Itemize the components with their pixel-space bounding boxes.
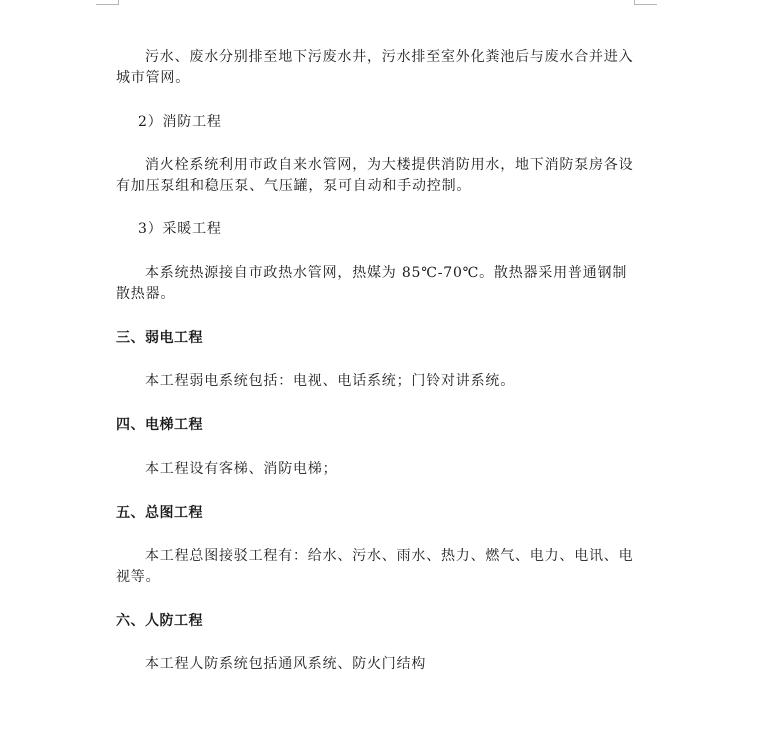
subheading-heating: 3）采暖工程: [138, 221, 222, 237]
paragraph-heating: 本系统热源接自市政热水管网，热媒为 85℃-70℃。散热器采用普通钢制散热器。: [116, 265, 628, 302]
paragraph-drainage: 污水、废水分别排至地下污废水井，污水排至室外化粪池后与废水合并进入城市管网。: [116, 49, 634, 86]
page-corner-mark-left: [96, 0, 119, 5]
page-corner-mark-right: [634, 0, 657, 5]
section-heading-civil-defense: 六、人防工程: [116, 613, 203, 629]
paragraph-civil-defense: 本工程人防系统包括通风系统、防火门结构: [145, 656, 427, 672]
section-heading-low-voltage: 三、弱电工程: [116, 330, 203, 346]
section-heading-elevator: 四、电梯工程: [116, 417, 203, 433]
paragraph-fire-protection: 消火栓系统利用市政自来水管网，为大楼提供消防用水，地下消防泵房各设有加压泵组和稳压泵、气压罐，泵可自动和手动控制。: [116, 157, 634, 194]
subheading-fire-protection: 2）消防工程: [138, 114, 222, 130]
paragraph-elevator: 本工程设有客梯、消防电梯；: [145, 461, 338, 477]
paragraph-site-plan: 本工程总图接驳工程有：给水、污水、雨水、热力、燃气、电力、电讯、电视等。: [116, 548, 634, 585]
paragraph-low-voltage: 本工程弱电系统包括：电视、电话系统；门铃对讲系统。: [145, 373, 515, 389]
section-heading-site-plan: 五、总图工程: [116, 505, 203, 521]
